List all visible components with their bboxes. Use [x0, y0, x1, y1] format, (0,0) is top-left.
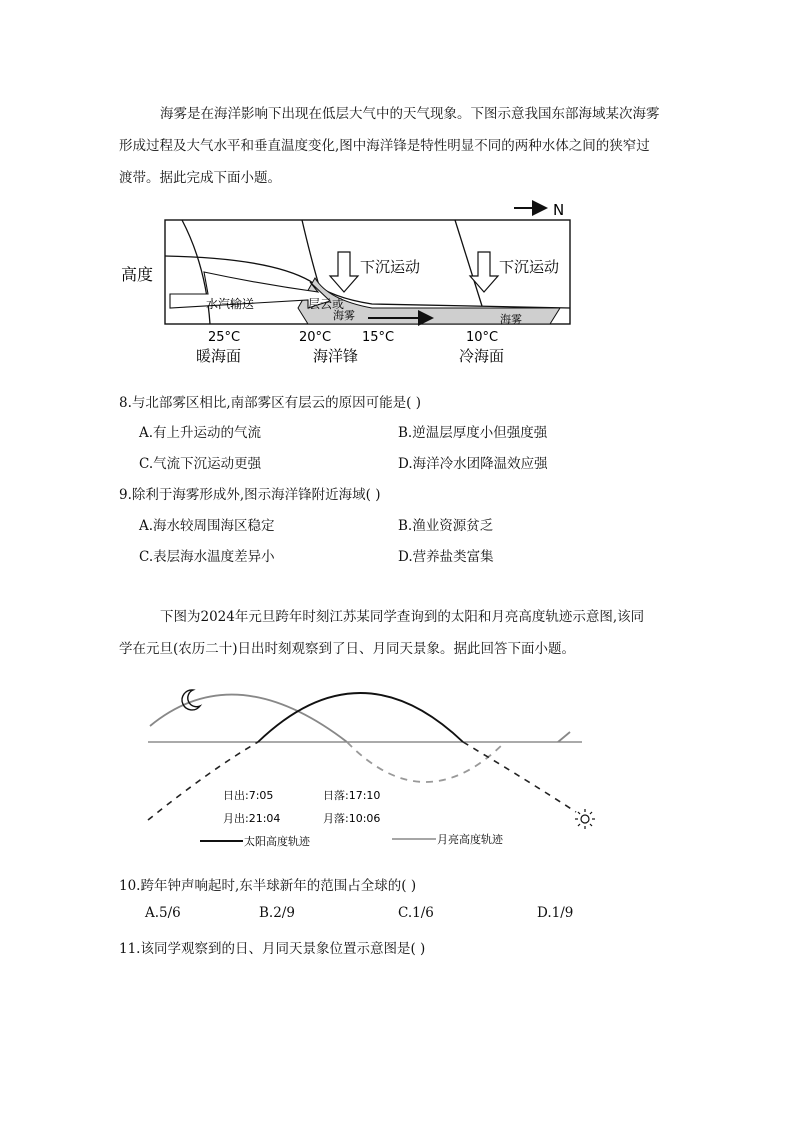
- q8-option-c[interactable]: C.气流下沉运动更强: [139, 456, 262, 472]
- sinking-arrow-2: [470, 252, 498, 292]
- passage1-line-3: 渡带。据此完成下面小题。: [119, 170, 281, 186]
- temp-label-15: 15°C: [362, 330, 395, 345]
- north-label: N: [553, 201, 565, 219]
- temp-label-25: 25°C: [208, 330, 241, 345]
- q10-option-b[interactable]: B.2/9: [259, 905, 295, 921]
- sun-icon: [575, 809, 595, 829]
- passage2-line-2: 学在元旦(农历二十)日出时刻观察到了日、月同天景象。据此回答下面小题。: [119, 641, 576, 657]
- legend-moon-label: 月亮高度轨迹: [437, 833, 503, 846]
- q11-stem: 11.该同学观察到的日、月同天景象位置示意图是( ): [119, 941, 426, 957]
- region-cold-sea: 冷海面: [459, 347, 505, 365]
- stratus-label: 层云或: [308, 297, 345, 311]
- moon-trajectory-rise: [558, 732, 570, 742]
- sunset-label: 日落:17:10: [323, 789, 381, 802]
- sun-moon-trajectory-diagram: [140, 672, 610, 857]
- q10-option-a[interactable]: A.5/6: [145, 905, 181, 921]
- q9-option-d[interactable]: D.营养盐类富集: [398, 549, 494, 565]
- q9-option-b[interactable]: B.渔业资源贫乏: [398, 518, 494, 534]
- sunrise-label: 日出:7:05: [223, 789, 274, 802]
- legend-sun-label: 太阳高度轨迹: [244, 835, 310, 848]
- region-ocean-front: 海洋锋: [313, 347, 359, 365]
- sun-trajectory-below-right: [463, 742, 576, 812]
- fog-label-north: 海雾: [500, 313, 522, 326]
- q9-option-a[interactable]: A.海水较周围海区稳定: [139, 518, 275, 534]
- fog-label-south: 海雾: [333, 309, 355, 322]
- region-warm-sea: 暖海面: [196, 347, 242, 365]
- q10-option-c[interactable]: C.1/6: [398, 905, 434, 921]
- sinking-arrow-1: [330, 252, 358, 292]
- temp-label-20: 20°C: [299, 330, 332, 345]
- temp-label-10: 10°C: [466, 330, 499, 345]
- q8-option-b[interactable]: B.逆温层厚度小但强度强: [398, 425, 548, 441]
- q8-option-d[interactable]: D.海洋冷水团降温效应强: [398, 456, 548, 472]
- moon-trajectory-below: [347, 742, 505, 782]
- sun-trajectory-above: [258, 693, 463, 742]
- passage1-line-1: 海雾是在海洋影响下出现在低层大气中的天气现象。下图示意我国东部海域某次海雾: [160, 106, 660, 122]
- height-axis-label: 高度: [121, 265, 154, 284]
- sun-trajectory-below-left: [148, 742, 258, 820]
- q8-option-a[interactable]: A.有上升运动的气流: [139, 425, 262, 441]
- q10-stem: 10.跨年钟声响起时,东半球新年的范围占全球的( ): [119, 878, 417, 894]
- sea-fog-diagram: [110, 196, 590, 371]
- vapor-transport-label: 水汽输送: [206, 297, 255, 311]
- passage1-line-2: 形成过程及大气水平和垂直温度变化,图中海洋锋是特性明显不同的两种水体之间的狭窄过: [119, 138, 650, 154]
- moonset-label: 月落:10:06: [323, 812, 381, 825]
- passage2-line-1: 下图为2024年元旦跨年时刻江苏某同学查询到的太阳和月亮高度轨迹示意图,该同: [160, 609, 645, 625]
- q9-stem: 9.除利于海雾形成外,图示海洋锋附近海域( ): [119, 487, 381, 503]
- sinking-label-2: 下沉运动: [499, 258, 560, 276]
- sinking-label-1: 下沉运动: [360, 258, 421, 276]
- moonrise-label: 月出:21:04: [223, 812, 281, 825]
- q8-stem: 8.与北部雾区相比,南部雾区有层云的原因可能是( ): [119, 395, 421, 411]
- q9-option-c[interactable]: C.表层海水温度差异小: [139, 549, 275, 565]
- q10-option-d[interactable]: D.1/9: [537, 905, 574, 921]
